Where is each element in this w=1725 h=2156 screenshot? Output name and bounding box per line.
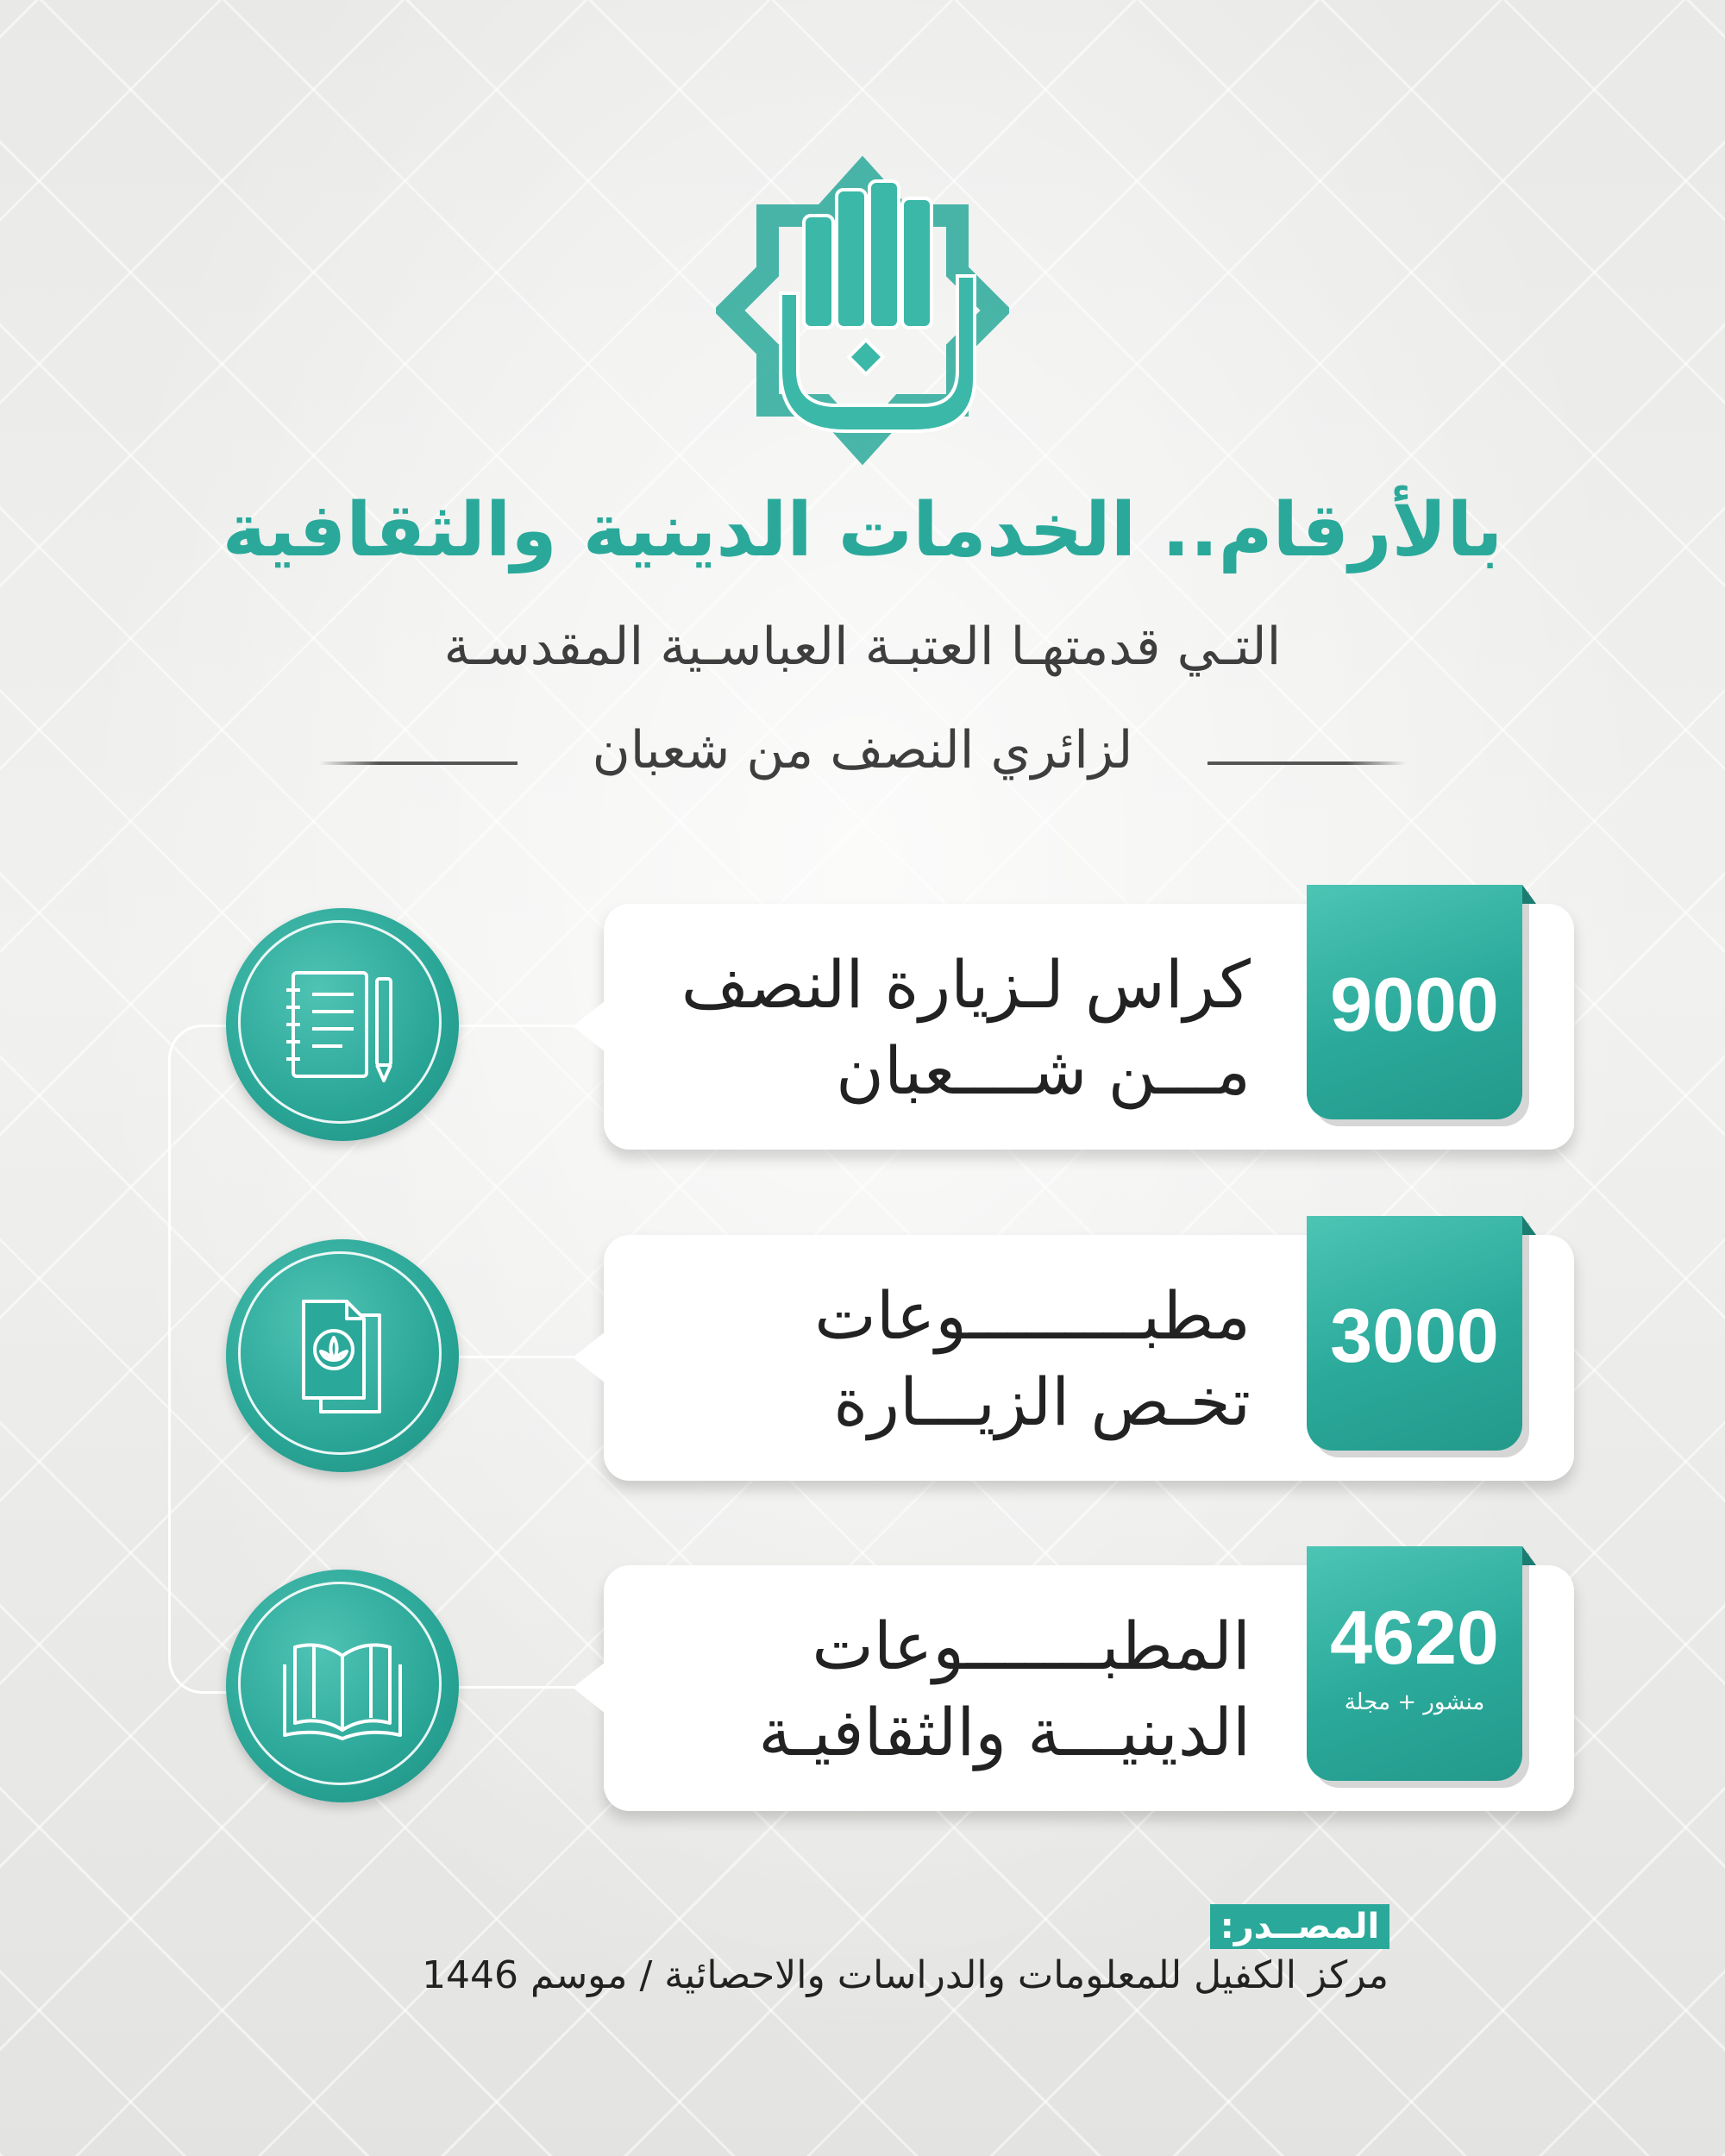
stat-card-2: [604, 1235, 1574, 1481]
card-pointer: [573, 1662, 605, 1714]
notebook-pen-icon: [278, 960, 407, 1089]
logo-emblem-icon: [716, 155, 1009, 466]
stat-label-line-2: تخـص الزيـــارة: [833, 1363, 1251, 1440]
source-text: مركز الكفيل للمعلومات والدراسات والاحصائية / موسم 1446: [422, 1953, 1389, 1997]
ribbon-fold: [1522, 885, 1536, 904]
connector-branch: [457, 1686, 578, 1689]
stat-value: 3000: [1330, 1293, 1499, 1378]
stat-label: [647, 1603, 1251, 1776]
stat-label-line-2: مـــن شــــعبان: [836, 1032, 1251, 1109]
stat-ribbon: [1307, 885, 1522, 1119]
item-icon-circle: [226, 1570, 459, 1802]
page-title: بالأرقام.. الخدمات الدينية والثقافية: [222, 487, 1503, 573]
stat-card-1: [604, 904, 1574, 1150]
subtitle-line-2: لزائري النصف من شعبان: [592, 720, 1133, 780]
ribbon-fold: [1522, 1216, 1536, 1235]
connector-branch: [457, 1356, 578, 1358]
open-book-icon: [278, 1621, 407, 1751]
stat-label-line-1: المطبـــــــوعات: [812, 1608, 1251, 1684]
stat-ribbon: [1307, 1546, 1522, 1781]
source-label: المصــدر:: [1210, 1904, 1389, 1949]
item-icon-circle: [226, 1239, 459, 1472]
stat-card-3: [604, 1565, 1574, 1811]
item-icon-circle: [226, 908, 459, 1141]
connector-branch: [457, 1025, 578, 1027]
stat-value: 4620: [1330, 1595, 1499, 1680]
stat-label: [647, 942, 1251, 1114]
divider-left: [319, 761, 518, 765]
divider-right: [1208, 761, 1406, 765]
subtitle-line-1: التـي قدمتهـا العتبـة العباسـية المقدسـة: [443, 617, 1282, 677]
stat-label-line-2: الدينيـــة والثقافيـة: [758, 1694, 1251, 1771]
printed-pages-icon: [278, 1291, 407, 1420]
card-pointer: [573, 1332, 605, 1383]
stat-label-line-1: كراس لـزيارة النصف: [681, 946, 1251, 1023]
ribbon-fold: [1522, 1546, 1536, 1565]
stat-note: منشور + مجلة: [1344, 1689, 1485, 1715]
card-pointer: [573, 1000, 605, 1052]
stat-label-line-1: مطبـــــــــوعات: [814, 1277, 1251, 1354]
stat-ribbon: [1307, 1216, 1522, 1451]
stat-label: [647, 1273, 1251, 1445]
stat-value: 9000: [1330, 962, 1499, 1047]
